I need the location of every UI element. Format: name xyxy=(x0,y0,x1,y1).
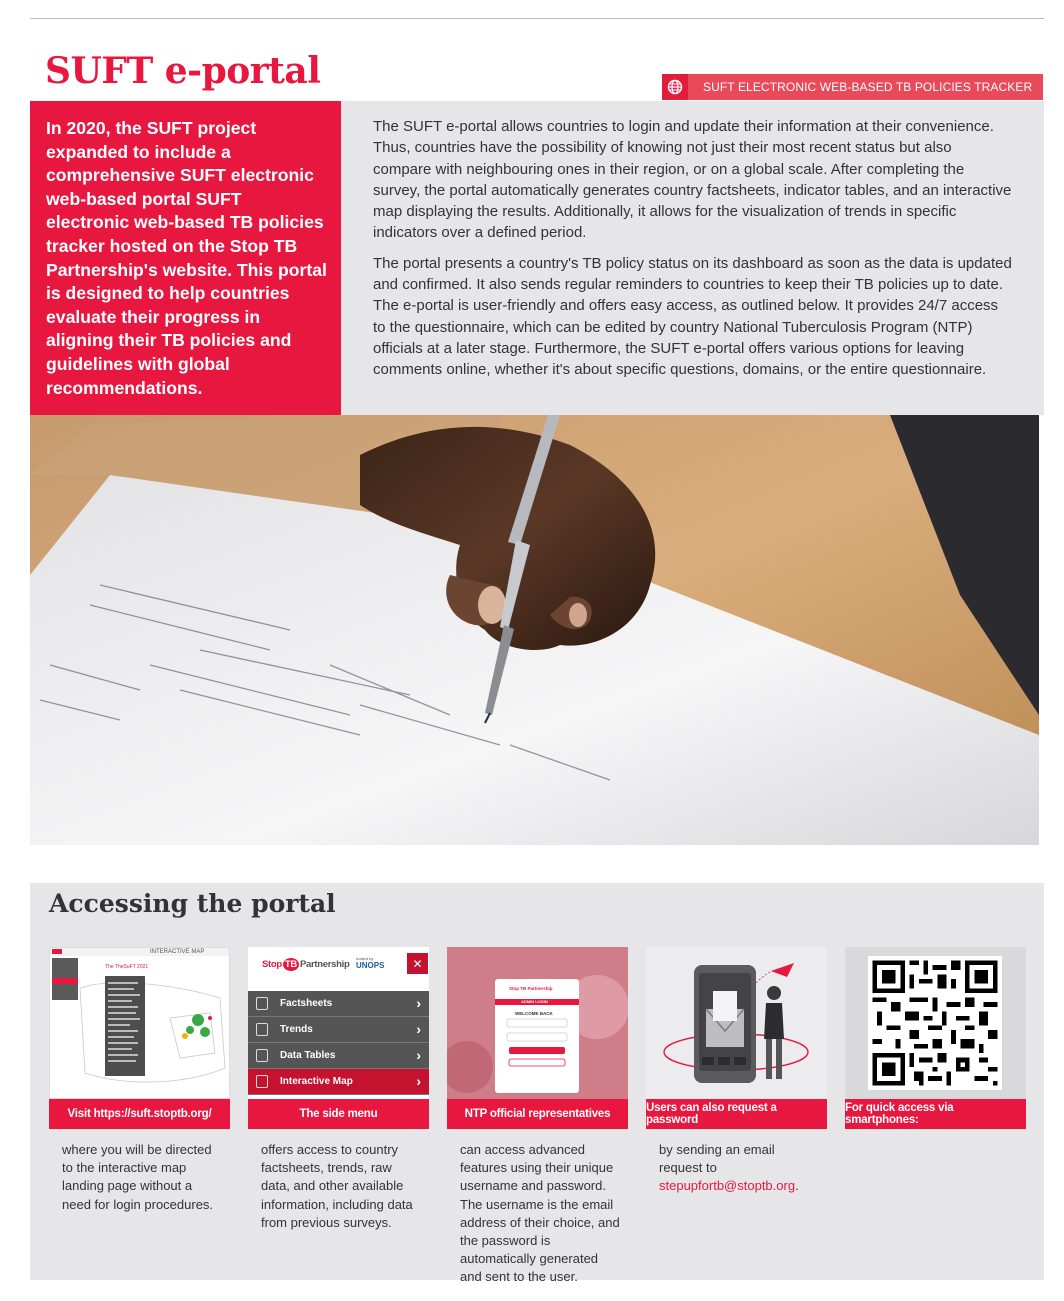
login-welcome: WELCOME BACK xyxy=(515,1011,553,1016)
menu-item-trends[interactable]: Trends › xyxy=(248,1017,429,1043)
card-qr-code xyxy=(845,947,1026,1129)
chevron-right-icon: › xyxy=(416,995,421,1011)
intro-paragraph-2: The portal presents a country's TB policy status on its dashboard as soon as the data is updated and confirmed. It also sends regular reminders to countries to keep their TB policies up to date. The e-portal is user-friendly and offers easy access, as outlined below. It provides 24/7 access to the questionnaire, which can be edited by country National Tuberculosis Program (NTP) officials at a later stage. Furthermore, the SUFT e-portal offers various options for leaving comments online, whether it's about specific questions, domains, or the entire questionnaire. xyxy=(373,254,1012,379)
map-icon xyxy=(256,1075,268,1088)
page-title: SUFT e-portal xyxy=(45,50,321,92)
qr-code[interactable] xyxy=(868,956,1002,1090)
trends-icon xyxy=(256,1023,268,1036)
thumb-title: INTERACTIVE MAP xyxy=(150,949,205,955)
card-desc-side-menu: offers access to country factsheets, trends, raw data, and other available information, including data from previous surveys. xyxy=(261,1142,413,1230)
intro-highlight: In 2020, the SUFT project expanded to include a comprehensive SUFT electronic web-based portal SUFT electronic web-based TB policies tracker hosted on the Stop TB Partnership's website. This portal is designed to help countries evaluate their progress in aligning their TB policies and guidelines with global recommendations. xyxy=(30,101,341,415)
card-label-visit[interactable]: Visit https://suft.stoptb.org/ xyxy=(49,1099,230,1129)
access-title: Accessing the portal xyxy=(49,889,336,918)
email-phone-illustration xyxy=(646,947,827,1099)
signing-photo xyxy=(30,415,1039,845)
chevron-right-icon: › xyxy=(416,1047,421,1063)
stoptb-logo: Stop TB Partnership xyxy=(262,959,350,970)
chevron-right-icon: › xyxy=(416,1021,421,1037)
card-desc-ntp: can access advanced features using their unique username and password. The username is the email address of their choice, and the password is automatically generated and sent to the user. xyxy=(460,1142,620,1285)
accessing-portal-section xyxy=(30,883,1044,1285)
top-divider xyxy=(30,18,1044,19)
menu-item-data-tables[interactable]: Data Tables › xyxy=(248,1043,429,1069)
card-desc-visit: where you will be directed to the interactive map landing page without a need for login procedures. xyxy=(62,1142,214,1212)
intro-paragraph-1: The SUFT e-portal allows countries to login and update their information at their convenience. Thus, countries have the possibility of knowing not just their most recent status but also compare with neighbouring ones in their region, or on a global scale. After completing the survey, the portal automatically generates country factsheets, indicator tables, and an interactive map displaying the results. Additionally, it allows for the visualization of trends in specific indicators over a defined period. xyxy=(373,118,1012,242)
section-tag-label: SUFT ELECTRONIC WEB-BASED TB POLICIES TRACKER xyxy=(703,80,1033,94)
card-label-qr: For quick access via smartphones: xyxy=(845,1099,1026,1129)
card-request-password xyxy=(646,947,827,1196)
menu-item-interactive-map[interactable]: Interactive Map › xyxy=(248,1069,429,1095)
card-visit-site xyxy=(49,947,230,1214)
card-label-ntp: NTP official representatives xyxy=(447,1099,628,1129)
unops-logo: UNOPS xyxy=(356,961,385,970)
close-icon[interactable]: ✕ xyxy=(407,953,428,974)
login-logo: Stop TB Partnership xyxy=(509,986,553,991)
intro-body xyxy=(341,101,1044,415)
thumb-subtitle: The TheSuFT 2021 xyxy=(105,964,149,970)
interactive-map-thumbnail xyxy=(49,947,230,1099)
menu-item-factsheets[interactable]: Factsheets › xyxy=(248,991,429,1017)
login-thumbnail xyxy=(447,947,628,1099)
card-desc-password: by sending an email request to stepupfortb@stoptb.org. xyxy=(659,1142,799,1194)
globe-icon xyxy=(662,74,688,100)
qr-code-panel xyxy=(845,947,1026,1099)
card-label-side-menu: The side menu xyxy=(248,1099,429,1129)
login-header: ADMIN LOGIN xyxy=(521,999,548,1004)
card-label-password: Users can also request a password xyxy=(646,1099,827,1129)
email-link[interactable]: stepupfortb@stoptb.org xyxy=(659,1178,796,1194)
hosted-by-label: hosted by xyxy=(356,956,374,961)
factsheet-icon xyxy=(256,997,268,1010)
chevron-right-icon: › xyxy=(416,1073,421,1089)
database-icon xyxy=(256,1049,268,1062)
card-ntp-officials xyxy=(447,947,628,1287)
side-menu-thumbnail xyxy=(248,947,429,1099)
card-side-menu xyxy=(248,947,429,1232)
section-tag xyxy=(662,74,1043,100)
